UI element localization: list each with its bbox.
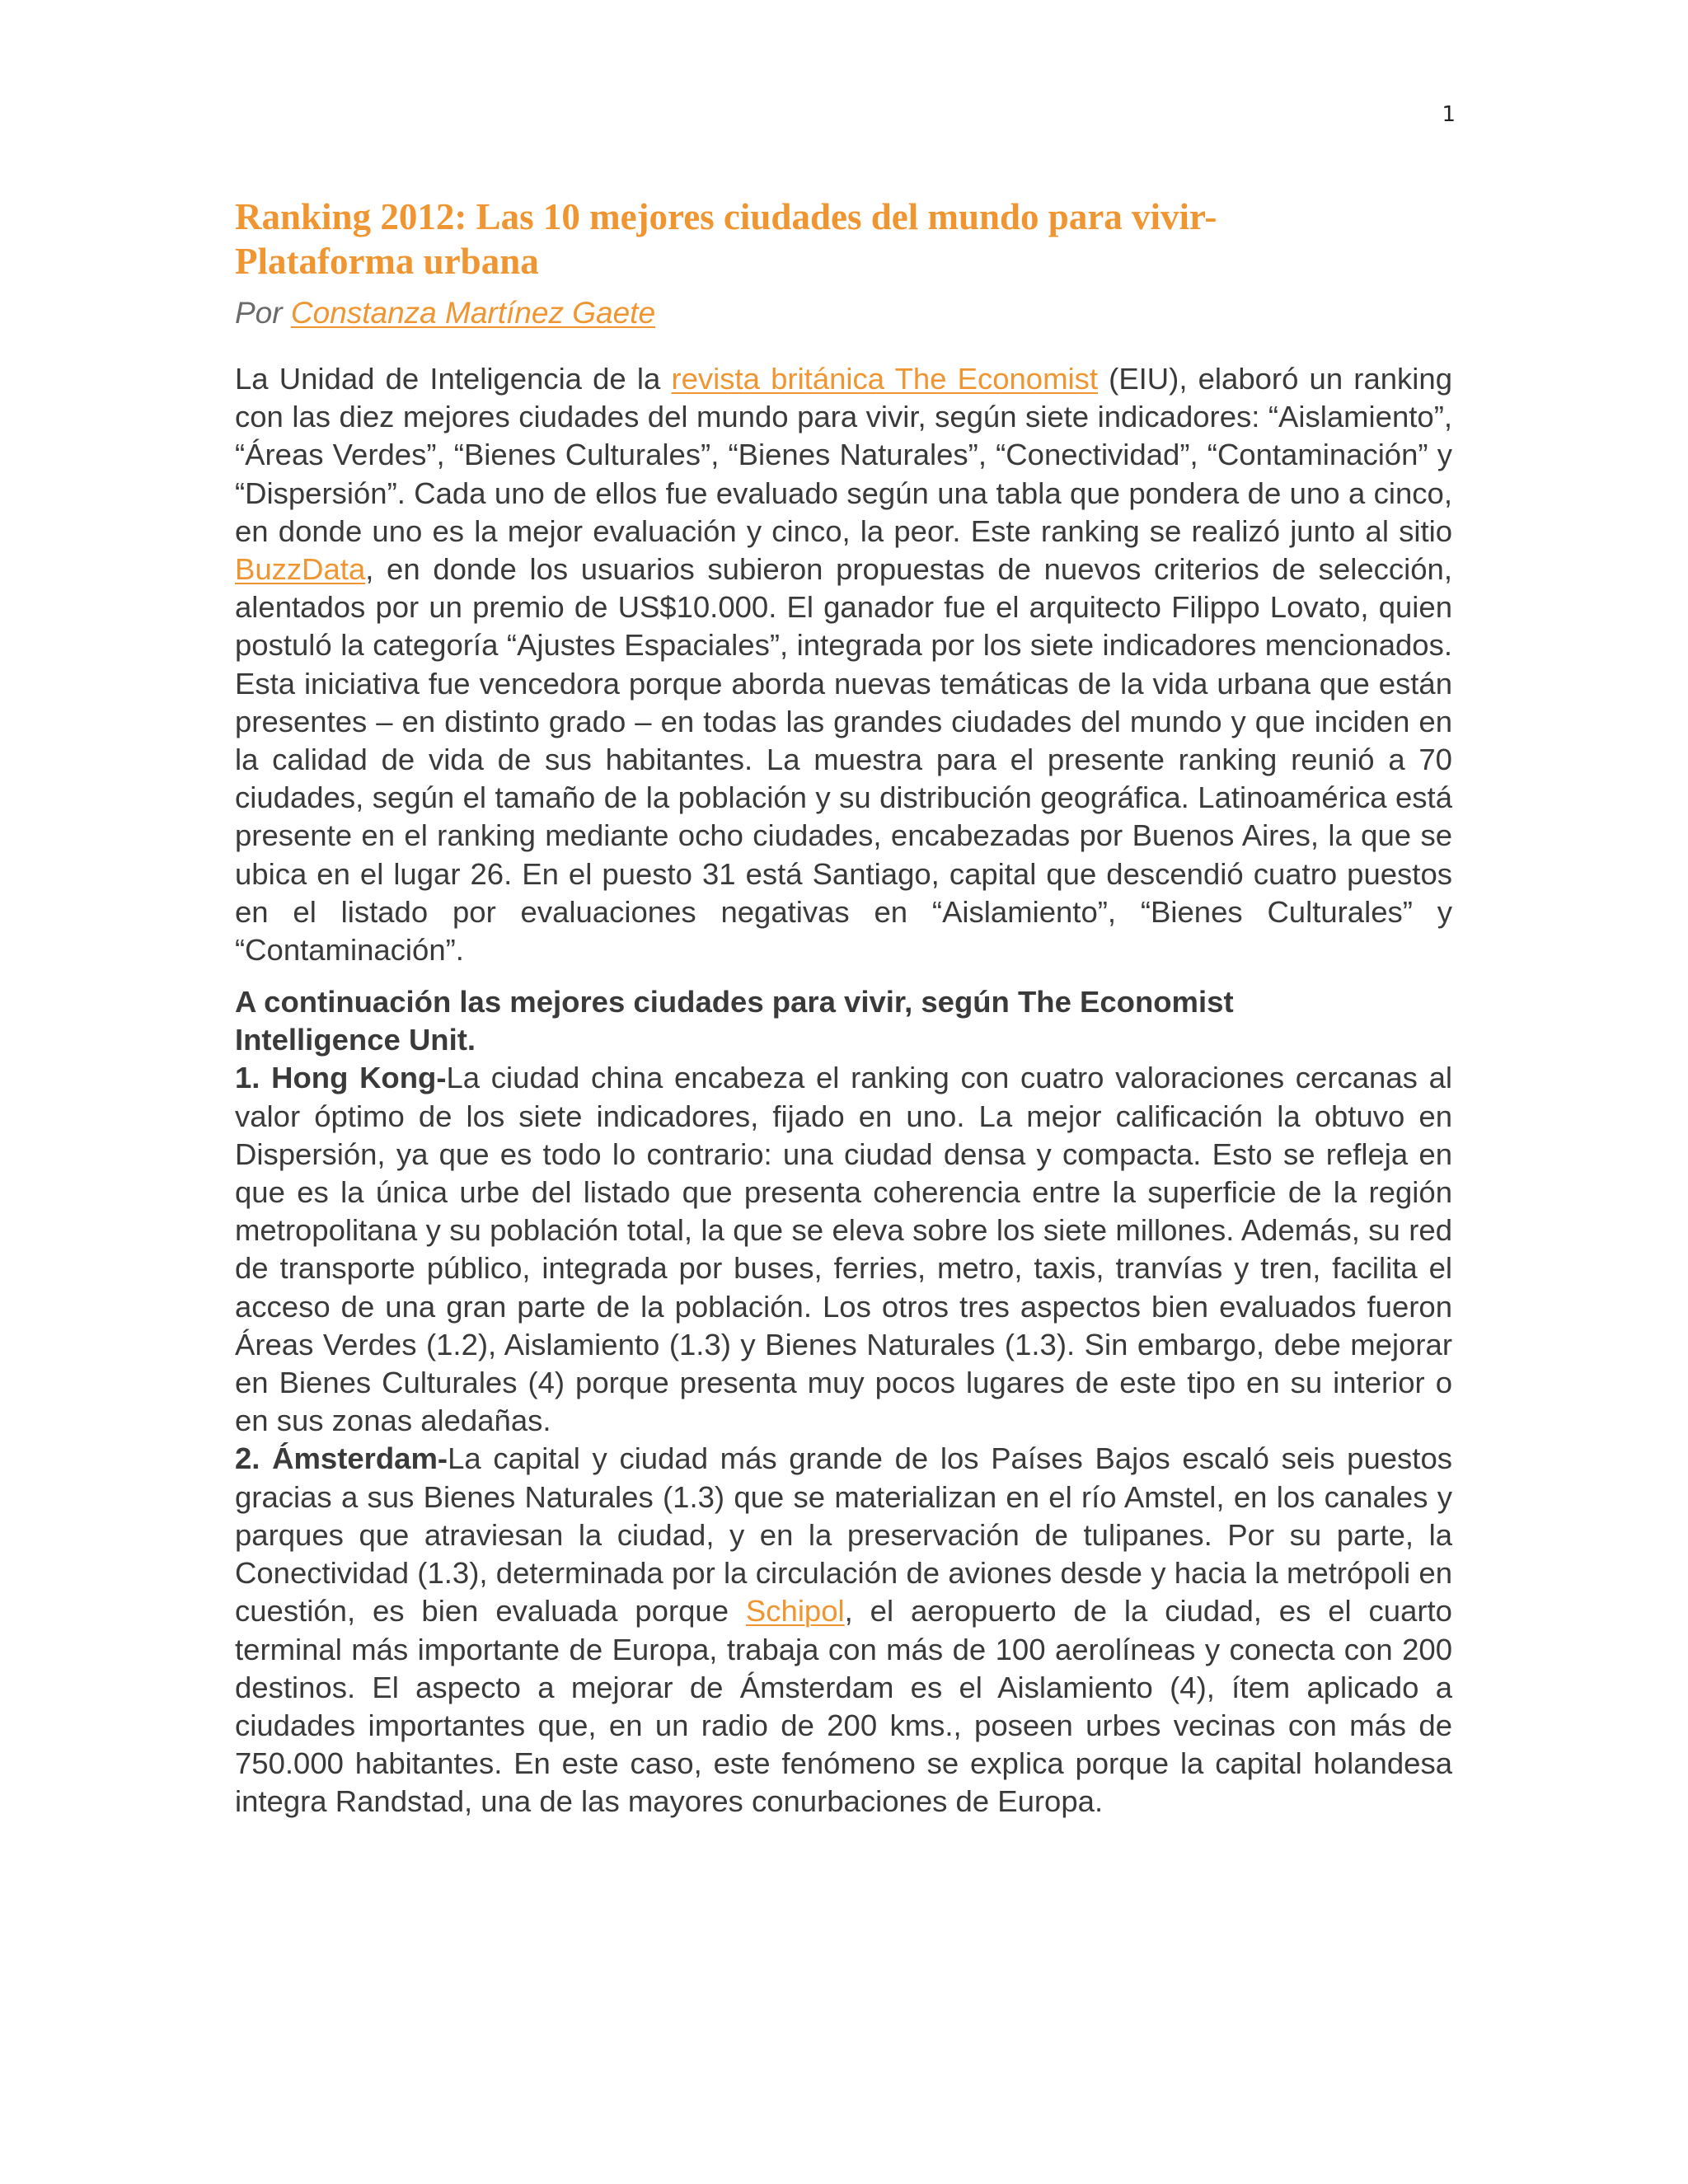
page-number: 1 (1442, 102, 1456, 127)
byline-prefix: Por (235, 296, 291, 330)
list-subheading-cont: Intelligence Unit. (235, 1023, 476, 1057)
intro-text-1: La Unidad de Inteligencia de la (235, 362, 672, 396)
buzzdata-link[interactable]: BuzzData (235, 552, 366, 587)
economist-link[interactable]: revista británica The Economist (671, 362, 1099, 396)
byline (235, 295, 655, 331)
list-subheading: A continuación las mejores ciudades para vivir, según The Economist (235, 985, 1234, 1019)
intro-text-2: (EIU), elaboró un ranking con las diez mejores ciudades del mundo para vivir, según siete indicadores: “Aislamiento”, “Áreas Verdes”, “Bienes Culturales”, “Bienes Naturales”, “Conectividad”, “Contaminación” y “Dispersión”. Cada uno de ellos fue evaluado según una tabla que pondera de uno a cinco, en donde uno es la mejor evaluación y cinco, la peor. Este ranking se realizó junto al sitio (235, 362, 1452, 548)
city-description: La ciudad china encabeza el ranking con cuatro valoraciones cercanas al valor óptimo de los siete indicadores, fijado en uno. La mejor calificación la obtuvo en Dispersión, ya que es todo lo contrario: una ciudad densa y compacta. Esto se refleja en que es la única urbe del listado que presenta coherencia entre la superficie de la región metropolitana y su población total, la que se eleva sobre los siete millones. Además, su red de transporte público, integrada por buses, ferries, metro, taxis, tranvías y tren, facilita el acceso de una gran parte de la población. Los otros tres aspectos bien evaluados fueron Áreas Verdes (1.2), Aislamiento (1.3) y Bienes Naturales (1.3). Sin embargo, debe mejorar en Bienes Culturales (4) porque presenta muy pocos lugares de este tipo en su interior o en sus zonas aledañas. (235, 1061, 1452, 1438)
article-title: Ranking 2012: Las 10 mejores ciudades del mundo para vivir- Plataforma urbana (235, 196, 1217, 282)
city-description-1: La capital y ciudad más grande de los Países Bajos escaló seis puestos gracias a sus Bienes Naturales (1.3) que se materializan en el río Amstel, en los canales y parques que atraviesan la ciudad, y en la preservación de tulipanes. Por su parte, la Conectividad (1.3), determinada por la circulación de aviones desde y hacia la metrópoli en cuestión, es bien evaluada porque (235, 1441, 1452, 1629)
intro-paragraph (235, 360, 1452, 969)
list-item (235, 1059, 1452, 1440)
city-description-2: , el aeropuerto de la ciudad, es el cuarto terminal más importante de Europa, trabaja con más de 100 aerolíneas y conecta con 200 destinos. El aspecto a mejorar de Ámsterdam es el Aislamiento (4), ítem aplicado a ciudades importantes que, en un radio de 200 kms., poseen urbes vecinas con más de 750.000 habitantes. En este caso, este fenómeno se explica porque la capital holandesa integra Randstad, una de las mayores conurbaciones de Europa. (235, 1594, 1452, 1819)
city-name: 2. Ámsterdam- (235, 1441, 448, 1476)
list-item (235, 1440, 1452, 1821)
schipol-link[interactable]: Schipol (745, 1594, 845, 1629)
intro-text-3: , en donde los usuarios subieron propuestas de nuevos criterios de selección, alentados por un premio de US$10.000. El ganador fue el arquitecto Filippo Lovato, quien postuló la categoría “Ajustes Espaciales”, integrada por los siete indicadores mencionados. Esta iniciativa fue vencedora porque aborda nuevas temáticas de la vida urbana que están presentes – en distinto grado – en todas las grandes ciudades del mundo y que inciden en la calidad de vida de sus habitantes. La muestra para el presente ranking reunió a 70 ciudades, según el tamaño de la población y su distribución geográfica. Latinoamérica está presente en el ranking mediante ocho ciudades, encabezadas por Buenos Aires, la que se ubica en el lugar 26. En el puesto 31 está Santiago, capital que descendió cuatro puestos en el listado por evaluaciones negativas en “Aislamiento”, “Bienes Culturales” y “Contaminación”. (235, 552, 1452, 968)
city-name: 1. Hong Kong- (235, 1061, 447, 1095)
author-link[interactable]: Constanza Martínez Gaete (290, 296, 656, 330)
article-body (235, 360, 1452, 1821)
